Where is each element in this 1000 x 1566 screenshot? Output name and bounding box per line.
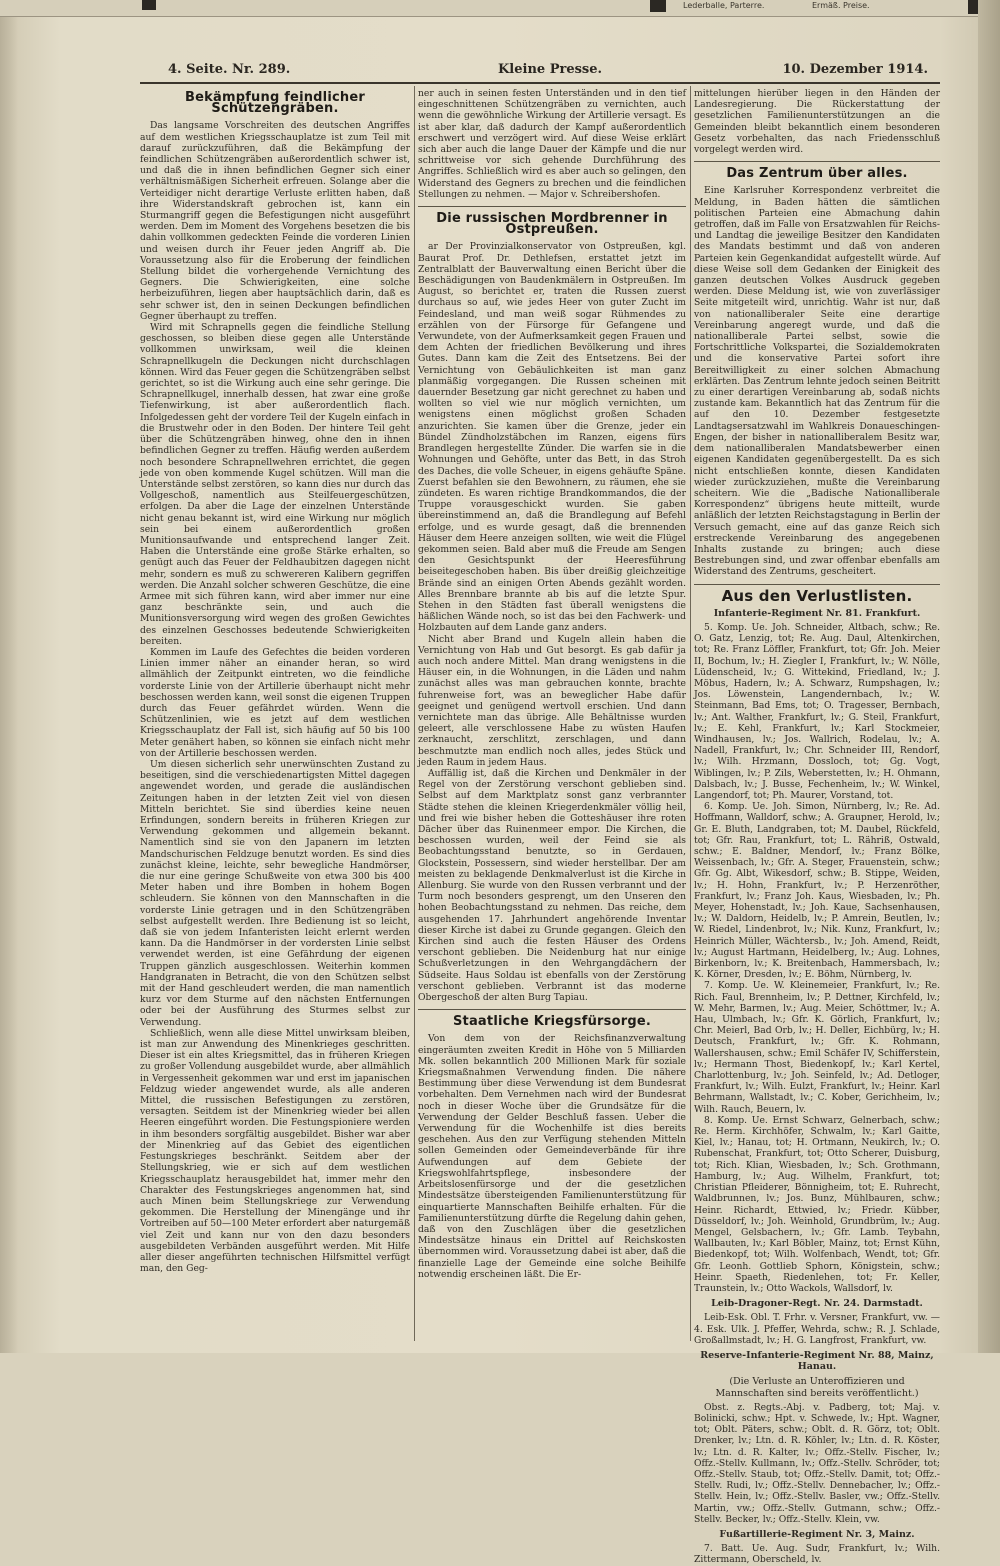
column-1 (140, 88, 410, 1338)
ink-block (142, 0, 156, 10)
paragraph: Von dem von der Reichsfinanzverwaltung eingeräumten zweiten Kredit in Höhe von 5 Milliarden Mk. sollen bekanntlich 200 Millionen Mark für soziale Kriegsmaßnahmen Verwendung finden. Die nähere Bestimmung über diese Verwendung ist dem Bundesrat vorbehalten. Dem Vernehmen nach wird der Bundesrat noch in dieser Woche über die Grundsätze für die Verwendung der Gelder Beschluß fassen. Ueber die Verwendung für die Wochenhilfe ist dies bereits geschehen. Aus den zur Verfügung stehenden Mitteln sollen Gemeinden oder Gemeindeverbände für ihre Aufwendungen auf dem Gebiete der Kriegswohlfahrtspflege, insbesondere der Arbeitslosenfürsorge und der die gesetzlichen Mindestsätze übersteigenden Familienunterstützung für einquartierte Mannschaften Beihilfe erhalten. Für die Familienunterstützung dürfte die Regelung dahin gehen, daß von den Zuschlägen über die gesetzlichen Mindestsätze hinaus ein Drittel auf Reichskosten übernommen wird. Voraussetzung dabei ist aber, daß die finanzielle Lage der Gemeinde eine solche Beihilfe notwendig erscheinen läßt. Die Er- (418, 1033, 686, 1280)
casualty-list: 8. Komp. Ue. Ernst Schwarz, Gelnerbach, schw.; Re. Herm. Kirchhöfer, Schwalm, lv.; Karl Gaitte, Kiel, lv.; Hanau, tot; H. Ortmann, Neukirch, lv.; O. Rubenschat, Frankfurt, tot; Otto Scherer, Duisburg, tot; Rich. Klian, Wiesbaden, lv.; Sch. Grothmann, Hamburg, lv.; Aug. Wilhelm, Frankfurt, tot; Christian Pfleiderer, Bönnigheim, tot; E. Ruhrecht, Waldbrunnen, lv.; Jos. Bunz, Mühlbauren, schw.; Heinr. Richardt, Ettwied, lv.; Friedr. Kübber, Düsseldorf, lv.; Joh. Weinhold, Grundbrüm, lv.; Aug. Mengel, Gelsbachern, lv.; Gfr. Lamb. Teybahn, Wallbauten, lv.; Karl Böbler, Mainz, tot; Ernst Kühn, Biedenkopf, tot; Wilh. Wolfenbach, Wendt, tot; Gfr. Gfr. Leonh. Gottlieb Sphorn, Königstein, schw.; Heinr. Spaeth, Riedenlehen, tot; Fr. Keller, Traunstein, lv.; Otto Wackols, Wallsdorf, lv. (694, 1114, 940, 1294)
article-separator (694, 161, 940, 162)
paragraph: Das langsame Vorschreiten des deutschen Angriffes auf dem westlichen Kriegsschauplatze ist zum Teil mit darauf zurückzuführen, daß die Bekämpfung der feindlichen Schützengräben außerordentlich schwer ist, und daß die in ihnen befindlichen Gegner sich einer verhältnismäßigen Sicherheit erfreuen. Solange aber die Verteidiger nicht derartige Verluste erlitten haben, daß ihre Widerstandskraft gebrochen ist, kann ein Sturmangriff gegen die Befestigungen nicht ausgeführt werden. Dem im Moment des Vorgehens besetzen die bis dahin vollkommen gedeckten Feinde die vorderen Linien und weisen durch ihr Feuer jeden Angriff ab. Die Voraussetzung also für die Eroberung der feindlichen Stellung bildet die vorhergehende Vernichtung des Gegners. Die Schwierigkeiten, eine solche herbeizuführen, liegen aber hauptsächlich darin, daß es sehr schwer ist, den in seinen Deckungen befindlichen Gegner überhaupt zu treffen. (140, 120, 410, 322)
newspaper-title: Kleine Presse. (498, 62, 603, 77)
regiment-heading: Fußartillerie-Regiment Nr. 3, Mainz. (719, 1528, 915, 1540)
paragraph: Um diesen sicherlich sehr unerwünschten Zustand zu beseitigen, sind die verschiedenartigsten Mittel dagegen angewendet worden, und gerade die ausländischen Zeitungen haben in der letzten Zeit viel von diesen Mitteln berichtet. Sie sind überdies keine neuen Erfindungen, sondern bereits in früheren Kriegen zur Verwendung gekommen und allgemein bekannt. Namentlich sind sie von den Japanern im letzten Mandschurischen Feldzuge benutzt worden. Es sind dies zunächst kleine, leichte, sehr bewegliche Handmörser, die nur eine geringe Schußweite von etwa 300 bis 400 Meter haben und ihre Bomben in hohem Bogen schleudern. Sie können von den Mannschaften in die vorderste Linie getragen und in den Schützengräben selbst aufgestellt werden. Ihre Bedienung ist so leicht, daß sie von jedem Infanteristen leicht erlernt werden kann. Da die Handmörser in der vordersten Linie selbst verwendet werden, ist eine Gefährdung der eigenen Truppen gänzlich ausgeschlossen. Weiterhin kommen Handgranaten in Betracht, die von den Schützen selbst mit der Hand geschleudert werden, die man namentlich kurz vor dem Sturme auf den nächsten Entfernungen oder bei der Ausführung des Sturmes selbst zur Verwendung. (140, 758, 410, 1028)
casualty-list: Obst. z. Regts.-Abj. v. Padberg, tot; Maj. v. Bolinicki, schw.; Hpt. v. Schwede, lv.; Hpt. Wagner, tot; Oblt. Päters, schw.; Oblt. d. R. Görz, tot; Oblt. Drenker, lv.; Ltn. d. R. Köhler, lv.; Ltn. d. R. Köster, lv.; Ltn. d. R. Kalter, lv.; Offz.-Stellv. Fischer, lv.; Offz.-Stellv. Kullmann, lv.; Offz.-Stellv. Schröder, tot; Offz.-Stellv. Staub, tot; Offz.-Stellv. Damit, tot; Offz.-Stellv. Rudi, lv.; Offz.-Stellv. Dennebacher, lv.; Offz.-Stellv. Hein, lv.; Offz.-Stellv. Basler, vw.; Offz.-Stellv. Martin, vw.; Offz.-Stellv. Gutmann, schw.; Offz.-Stellv. Becker, lv.; Offz.-Stellv. Klein, vw. (694, 1401, 940, 1525)
article-title: Bekämpfung feindlicher Schützengräben. (185, 90, 365, 117)
column-rule (690, 86, 691, 1341)
regiment-heading: Infanterie-Regiment Nr. 81. Frankfurt. (713, 607, 921, 619)
page-header (168, 62, 928, 80)
list-note: (Die Verluste an Unteroffizieren und Mannschaften sind bereits veröffentlicht.) (715, 1376, 919, 1399)
column-3 (694, 88, 940, 1566)
article-separator (418, 206, 686, 207)
page-shadow (0, 0, 18, 1353)
article-separator (418, 1009, 686, 1010)
ink-block (968, 0, 978, 14)
paragraph: Eine Karlsruher Korrespondenz verbreitet die Meldung, in Baden hätten die sämtlichen politischen Parteien eine Abmachung dahin getroffen, daß im Falle von Ersatzwahlen für Reichs- und Landtag die jeweilige Besitzer den Kandidaten des Mandats bestimmt und daß von anderen Parteien kein Gegenkandidat aufgestellt würde. Auf diese Weise soll dem Gedanken der Einigkeit des ganzen deutschen Volkes Ausdruck gegeben werden. Diese Meldung ist, wie von zuverlässiger Seite mitgeteilt wird, unrichtig. Wahr ist nur, daß von nationalliberaler Seite eine derartige Vereinbarung angeregt wurde, und daß die nationalliberale Partei selbst, sowie die Fortschrittliche Volkspartei, die Sozialdemokraten und die konservative Partei sofort ihre Bereitwilligkeit zu einer solchen Abmachung erklärten. Das Zentrum lehnte jedoch seinen Beitritt zu einer derartigen Vereinbarung ab, sodaß nichts zustande kam. Bekanntlich hat das Zentrum für die auf den 10. Dezember festgesetzte Landtagsersatzwahl im Wahlkreis Donaueschingen-Engen, der bisher in nationalliberalem Besitz war, dem nationalliberalen Mandatsbewerber einen eigenen Kandidaten gegenübergestellt. Da es sich nicht entschließen konnte, diesen Kandidaten wieder zurückzuziehen, mußte die Vereinbarung scheitern. Wie die „Badische Nationalliberale Korrespondenz“ übrigens heute mitteilt, wurde anläßlich der letzten Reichstagstagung in Berlin der Versuch gemacht, eine auf das ganze Reich sich erstreckende Vereinbarung des angegebenen Inhalts zustande zu bringen; auch diese Bestrebungen sind, und zwar offenbar ebenfalls am Widerstand des Zentrums, gescheitert. (694, 185, 940, 578)
column-rule (414, 86, 415, 1341)
paragraph: ner auch in seinen festen Unterständen und in den tief eingeschnittenen Schützengräben zu vernichten, auch wenn die gewöhnliche Wirkung der Artillerie versagt. Es ist aber klar, daß dadurch der Kampf außerordentlich erschwert und verzögert wird. Auf diese Weise erklärt sich aber auch die lange Dauer der Kämpfe und die nur schrittweise vor sich gehende Durchführung des Angriffes. Schließlich wird es aber auch so gelingen, den Widerstand des Gegners zu brechen und die feindlichen Stellungen zu nehmen. — Major v. Schreibershofen. (418, 88, 686, 200)
column-2 (418, 88, 686, 1338)
header-rule (140, 82, 940, 84)
paragraph: Nicht aber Brand und Kugeln allein haben die Vernichtung von Hab und Gut besorgt. Es gab dafür ja auch noch andere Mittel. Man drang wenigstens in die Häuser ein, in die Wohnungen, in die Läden und nahm zunächst alles was man gebrauchen konnte, brachte fuhrenweise fort, was an beweglicher Habe dafür geeignet und genügend wertvoll erschien. Und dann vernichtete man das übrige. Alle Behältnisse wurden geleert, alle verschlossene Habe zu wüsten Haufen zerknaucht, zerschlitzt, zerschlagen, und dann beschmutzte man endlich noch alles, jedes Stück und jeden Raum in jedem Haus. (418, 633, 686, 768)
regiment-heading: Reserve-Infanterie-Regiment Nr. 88, Mainz, Hanau. (700, 1349, 934, 1373)
paragraph: Wird mit Schrapnells gegen die feindliche Stellung geschossen, so bleiben diese gegen alle Unterstände vollkommen unwirksam, weil die kleinen Schrapnellkugeln die Deckungen nicht durchschlagen können. Wird das Feuer gegen die Schützengräben selbst gerichtet, so ist die Wirkung auch eine sehr geringe. Die Schrapnellkugel, innerhalb dessen, hat zwar eine große Tiefenwirkung, ist aber außerordentlich flach. Infolgedessen geht der vordere Teil der Kugeln einfach in die Brustwehr oder in den Boden. Der hintere Teil geht über die Schützengräben hinweg, ohne den in ihnen befindlichen Gegner zu treffen. Häufig werden außerdem noch besondere Schrapnellwehren errichtet, die gegen jede von oben kommende Kugel schützen. Will man die Unterstände selbst zerstören, so kann dies nur durch das Vollgeschoß, namentlich aus Steilfeuergeschützen, erfolgen. Da aber die Lage der einzelnen Unterstände nicht genau bekannt ist, wird eine Wirkung nur möglich sein bei einem außerordentlich großen Munitionsaufwande und entsprechend langer Zeit. Haben die Unterstände eine große Stärke erhalten, so genügt auch das Feuer der Feldhaubitzen dagegen nicht mehr, sondern es muß zu schwereren Kalibern gegriffen werden. Die Anzahl solcher schweren Geschütze, die eine Armee mit sich führen kann, wird aber immer nur eine ganz beschränkte sein, und auch die Munitionsversorgung wird wegen des großen Gewichtes des einzelnen Geschosses bedeutende Schwierigkeiten bereiten. (140, 322, 411, 647)
article-title: Aus den Verlustlisten. (721, 586, 913, 605)
top-strip-text-left: Lederballe, Parterre. (683, 1, 765, 10)
casualty-list: 6. Komp. Ue. Joh. Simon, Nürnberg, lv.; Re. Ad. Hoffmann, Walldorf, schw.; A. Graupner, Herold, lv.; Gr. E. Bluth, Landgraben, tot; M. Daubel, Rückfeld, tot; Gfr. Rau, Frankfurt, tot; L. Rähriß, Ostwald, schw.; E. Baldner, Mendorf, lv.; Franz Bölke, Weissenbach, lv.; Gfr. A. Steger, Frauenstein, schw.; Gfr. Gg. Albt, Wikesdorf, schw.; B. Stippe, Weiden, lv.; H. Hohn, Frankfurt, lv.; P. Herzenröther, Frankfurt, lv.; Franz Joh. Kaus, Wiesbaden, lv.; Ph. Meyer, Hohenstadt, lv.; Joh. Kaue, Sachsenhausen, lv.; W. Daldorn, Heidelb, lv.; P. Amrein, Beutlen, lv.; W. Riedel, Lindenbrot, lv.; Nik. Kunz, Frankfurt, lv.; Heinrich Müller, Wächtersb., lv.; Joh. Amend, Reidt, lv.; August Hartmann, Heidelberg, lv.; Aug. Lohnes, Birkenborn, lv.; K. Breitenbach, Hammersbach, lv.; K. Körner, Dresden, lv.; E. Böhm, Nürnberg, lv. (694, 801, 940, 981)
casualty-list: 5. Komp. Ue. Joh. Schneider, Altbach, schw.; Re. O. Gatz, Lenzig, tot; Re. Aug. Daul, Altenkirchen, tot; Re. Franz Löffler, Frankfurt, tot; Gfr. Joh. Meier II, Bochum, lv.; H. Ziegler I, Frankfurt, lv.; W. Nölle, Lüdenscheid, lv.; G. Wittekind, Friedland, lv.; J. Möbus, Hadern, lv.; A. Schwarz, Rumpshagen, lv.; Jos. Löwenstein, Langendernbach, lv.; W. Steinmann, Bad Ems, tot; O. Tragesser, Bernbach, lv.; Ant. Walther, Frankfurt, lv.; G. Steil, Frankfurt, lv.; E. Kehl, Frankfurt, lv.; Karl Stockmeier, Windhausen, lv.; Jos. Wallrich, Rodelau, lv.; A. Nadell, Frankfurt, lv.; Chr. Schneider III, Rendorf, lv.; Wilh. Hrzmann, Dossloch, tot; Gg. Vogt, Wiblingen, lv.; P. Zils, Weberstetten, lv.; H. Ohmann, Dalsbach, lv.; J. Busse, Fechenheim, lv.; W. Winkel, Langendorf, tot; Ph. Maurer, Vorstand, tot. (694, 621, 940, 801)
casualty-list: Leib-Esk. Obl. T. Frhr. v. Versner, Frankfurt, vw. — 4. Esk. Ulk. J. Pfeffer, Wehrda, schw.; R. J. Schlade, Großallmstadt, lv.; H. G. Langfrost, Frankfurt, vw. (694, 1312, 940, 1346)
paragraph: ar Der Provinzialkonservator von Ostpreußen, kgl. Baurat Prof. Dr. Dethlefsen, erstattet jetzt im Zentralblatt der Bauverwaltung einen Bericht über die Beschädigungen von Baudenkmälern in Ostpreußen. Im August, so berichtet er, traten die Russen zuerst durchaus so auf, wie jedes Heer von guter Zucht im Feindesland, und man weiß sogar Rühmendes zu erzählen von der Fürsorge für Gefangene und Verwundete, von der Aufmerksamkeit gegen Frauen und dem Achten der friedlichen Bevölkerung und ihres Gutes. Dann kam die Zeit des Entsetzens. Bei der Vernichtung von Gebäulichkeiten ist man ganz planmäßig vorgegangen. Die Russen scheinen mit dauernder Besetzung gar nicht gerechnet zu haben und wollten so viel wie nur möglich vernichten, um wenigstens einen möglichst großen Schaden anzurichten. Sie kamen über die Grenze, jeder ein Bündel Zündholzstäbchen im Ranzen, eigens fürs Brandlegen hergestellte Zünder. Die warfen sie in die Wohnungen und Gehöfte, unter das Bett, in das Stroh des Daches, die volle Scheuer, in eigens gehäufte Späne. Zuerst befahlen sie den Bewohnern, zu räumen, ehe sie zündeten. Es waren richtige Brandkommandos, die der Truppe vorausgeschickt wurden. Sie gaben übereinstimmend an, daß die Brandlegung auf Befehl erfolge, und es wurde gesagt, daß die brennenden Häuser dem Heere anzeigen sollten, wie weit die Flügel gekommen seien. Bald aber muß die Freude am Sengen den Gesichtspunkt der Heeresführung beiseitegeschoben haben. Bis über dreißig gleichzeitige Brände sind an einigen Orten Abends gezählt worden. Alles Brennbare brannte ab bis auf die letzte Spur. Stehen in den Städten fast überall wenigstens die häßlichen Wände noch, so ist das bei den Fachwerk- und Holzbauten auf dem Lande ganz anders. (418, 241, 686, 634)
top-strip-text-right: Ermäß. Preise. (812, 1, 870, 10)
paragraph: Auffällig ist, daß die Kirchen und Denkmäler in der Regel von der Zerstörung verschont geblieben sind. Selbst auf dem Marktplatz sonst ganz verbrannter Städte stehen die kleinen Kriegerdenkmäler völlig heil, und frei wie bisher heben die Gotteshäuser ihre roten Dächer über das Ruinenmeer empor. Die Kirchen, die beschossen wurden, weil der Feind sie als Beobachtungsstand benutzte, so in Gerdauen, Glockstein, Possessern, sind wieder herstellbar. Der am meisten zu beklagende Denkmalverlust ist die Kirche in Allenburg. Sie wurde von den Russen verbrannt und der Turm noch besonders gesprengt, um den Unseren den hohen Beobachtungsstand zu nehmen. Das reiche, dem ausgehenden 17. Jahrhundert angehörende Inventar dieser Kirche ist dabei zu Grunde gegangen. Gleich den Kirchen sind auch die festen Häuser des Ordens verschont geblieben. Die Neidenburg hat nur einige Schußverletzungen in den Wehrgangdächern der Südseite. Haus Soldau ist ebenfalls von der Zerstörung verschont geblieben. Verbrannt ist das moderne Obergeschoß der alten Burg Tapiau. (418, 767, 686, 1004)
casualty-list: 7. Batt. Ue. Aug. Sudr, Frankfurt, lv.; Wilh. Zittermann, Oberscheld, lv. (694, 1543, 940, 1566)
article-title: Das Zentrum über alles. (726, 166, 908, 182)
article-title: Die russischen Mordbrenner in Ostpreußen. (436, 211, 668, 238)
casualty-list: 7. Komp. Ue. W. Kleinemeier, Frankfurt, lv.; Re. Rich. Faul, Brennheim, lv.; P. Dettner, Kirchfeld, lv.; W. Mehr, Barmen, lv.; Aug. Meier, Schöttmer, lv.; A. Hau, Ulmbach, lv.; Gfr. K. Görlich, Frankfurt, lv.; Chr. Meierl, Bad Orb, lv.; H. Deller, Eichbürg, lv.; H. Deutsch, Frankfurt, lv.; Gfr. K. Rohmann, Wallershausen, schw.; Emil Schäfer IV, Schifferstein, lv.; Hermann Thost, Biedenkopf, lv.; Karl Kertel, Charlottenburg, lv.; Joh. Seinfeld, lv.; Ad. Detloger, Frankfurt, lv.; Wilh. Eulzt, Frankfurt, lv.; Heinr. Karl Behrmann, Wallstadt, lv.; C. Kober, Gerichheim, lv.; Wilh. Rauch, Beuern, lv. (694, 980, 940, 1115)
regiment-heading: Leib-Dragoner-Regt. Nr. 24. Darmstadt. (711, 1298, 923, 1310)
paragraph: Schließlich, wenn alle diese Mittel unwirksam bleiben, ist man zur Anwendung des Minenkrieges geschritten. Dieser ist ein altes Kriegsmittel, das in früheren Kriegen zu großer Vollendung ausgebildet wurde, aber allmählich in Vergessenheit gekommen war und erst im japanischen Feldzug wieder angewendet wurde, als alle anderen Mittel, die russischen Befestigungen zu zerstören, versagten. Seitdem ist der Minenkrieg wieder bei allen Heeren eingeführt worden. Die Festungspioniere werden in ihm besonders sorgfältig ausgebildet. Bisher war aber der Minenkrieg auf das Gebiet des eigentlichen Festungskrieges beschränkt. Seitdem aber der Stellungskrieg, wie er sich auf dem westlichen Kriegsschauplatz herausgebildet hat, immer mehr den Charakter des Festungskrieges angenommen hat, sind auch Minen beim Stellungskriege zur Verwendung gekommen. Die Herstellung der Minengänge und ihr Vortreiben auf 50—100 Meter erfordert aber naturgemäß viel Zeit und kann nur von den dazu besonders ausgebildeten Verbänden ausgeführt werden. Mit Hilfe aller dieser angeführten technischen Hilfsmittel verfügt man, den Geg- (140, 1027, 410, 1275)
paragraph: mittelungen hierüber liegen in den Händen der Landesregierung. Die Rückerstattung der gesetzlichen Familienunterstützungen an die Gemeinden bleibt bekanntlich einem besonderen Gesetz vorbehalten, das nach Friedensschluß vorgelegt werden wird. (694, 88, 940, 156)
paragraph: Kommen im Laufe des Gefechtes die beiden vorderen Linien immer näher an einander heran, so wird allmählich der Zeitpunkt eintreten, wo die feindliche vorderste Linie von der Artillerie überhaupt nicht mehr beschossen werden kann, weil sonst die eigenen Truppen durch das Feuer gefährdet würden. Wenn die Schützenlinien, wie es jetzt auf dem westlichen Kriegsschauplatz der Fall ist, sich häufig auf 50 bis 100 Meter genähert haben, so können sie einfach nicht mehr von der Artillerie beschossen werden. (140, 646, 410, 759)
issue-date: 10. Dezember 1914. (782, 62, 928, 77)
ink-block (650, 0, 666, 12)
page-edge (978, 0, 1000, 1353)
page-number: 4. Seite. Nr. 289. (168, 62, 291, 77)
article-title: Staatliche Kriegsfürsorge. (452, 1014, 652, 1030)
article-separator (694, 584, 940, 585)
